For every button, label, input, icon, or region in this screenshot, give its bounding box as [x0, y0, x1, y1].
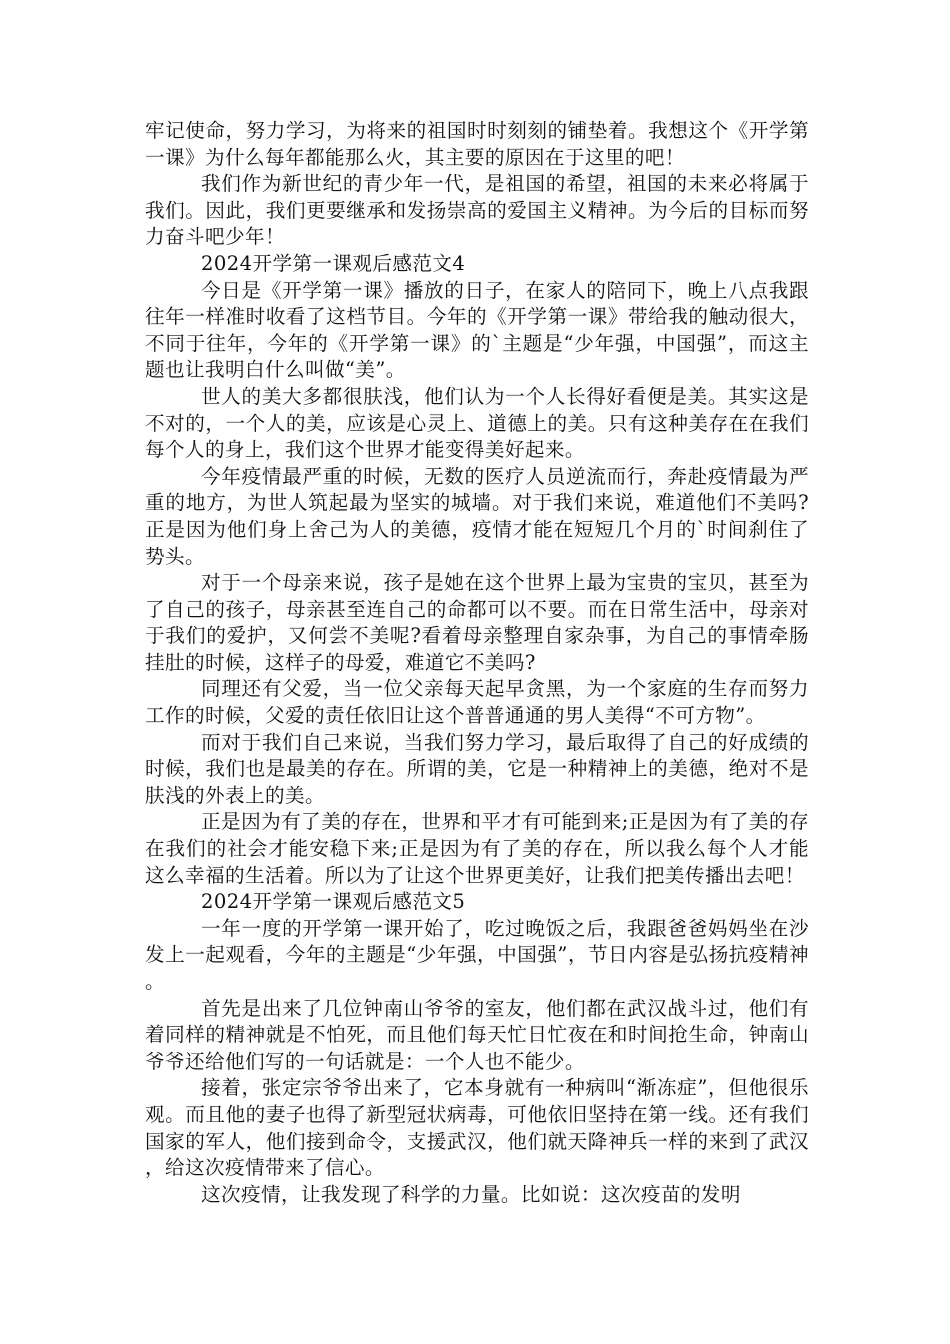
paragraph: 今日是《开学第一课》播放的日子，在家人的陪同下，晚上八点我跟往年一样准时收看了这档节目。今年的《开学第一课》带给我的触动很大，不同于往年，今年的《开学第一课》的`主题是“少年强，中国强”，而这主题也让我明白什么叫做“美”。 — [145, 278, 809, 382]
paragraph: 牢记使命，努力学习，为将来的祖国时时刻刻的铺垫着。我想这个《开学第一课》为什么每年都能那么火，其主要的原因在于这里的吧！ — [145, 119, 809, 169]
paragraph: 同理还有父爱，当一位父亲每天起早贪黑，为一个家庭的生存而努力工作的时候，父爱的责任依旧让这个普普通通的男人美得“不可方物”。 — [145, 677, 809, 728]
paragraph: 而对于我们自己来说，当我们努力学习，最后取得了自己的好成绩的时候，我们也是最美的存在。所谓的美，它是一种精神上的美德，绝对不是肤浅的外表上的美。 — [145, 730, 809, 807]
paragraph: 一年一度的开学第一课开始了，吃过晚饭之后，我跟爸爸妈妈坐在沙发上一起观看，今年的主题是“少年强，中国强”，节日内容是弘扬抗疫精神。 — [145, 916, 809, 993]
paragraph: 世人的美大多都很肤浅，他们认为一个人长得好看便是美。其实这是不对的，一个人的美，应该是心灵上、道德上的美。只有这种美存在在我们每个人的身上，我们这个世界才能变得美好起来。 — [145, 384, 809, 462]
paragraph: 首先是出来了几位钟南山爷爷的室友，他们都在武汉战斗过，他们有着同样的精神就是不怕死，而且他们每天忙日忙夜在和时间抢生命，钟南山爷爷还给他们写的一句话就是：一个人也不能少。 — [145, 996, 809, 1073]
section-heading: 2024开学第一课观后感范文5 — [201, 890, 466, 914]
paragraph: 接着，张定宗爷爷出来了，它本身就有一种病叫“渐冻症”，但他很乐观。而且他的妻子也得了新型冠状病毒，可他依旧坚持在第一线。还有我们国家的军人，他们接到命令，支援武汉，他们就天降神兵一样的来到了武汉，给这次疫情带来了信心。 — [145, 1076, 809, 1180]
section-heading: 2024开学第一课观后感范文4 — [201, 251, 466, 275]
document-page — [145, 118, 809, 1208]
paragraph: 对于一个母亲来说，孩子是她在这个世界上最为宝贵的宝贝，甚至为了自己的孩子，母亲甚至连自己的命都可以不要。而在日常生活中，母亲对于我们的爱护，又何尝不美呢?看着母亲整理自家杂事，为自己的事情牵肠挂肚的时候，这样子的母爱，难道它不美吗? — [145, 571, 809, 674]
paragraph: 今年疫情最严重的时候，无数的医疗人员逆流而行，奔赴疫情最为严重的地方，为世人筑起最为坚实的城墙。对于我们来说，难道他们不美吗?正是因为他们身上舍己为人的美德，疫情才能在短短几个月的`时间刹住了势头。 — [145, 464, 809, 568]
paragraph: 这次疫情，让我发现了科学的力量。比如说：这次疫苗的发明 — [201, 1182, 741, 1206]
paragraph: 正是因为有了美的存在，世界和平才有可能到来;正是因为有了美的存在我们的社会才能安稳下来;正是因为有了美的存在，所以我么每个人才能这么幸福的生活着。所以为了让这个世界更美好，让我们把美传播出去吧！ — [145, 810, 809, 887]
paragraph: 我们作为新世纪的青少年一代，是祖国的希望，祖国的未来必将属于我们。因此，我们更要继承和发扬崇高的爱国主义精神。为今后的目标而努力奋斗吧少年！ — [145, 172, 809, 249]
